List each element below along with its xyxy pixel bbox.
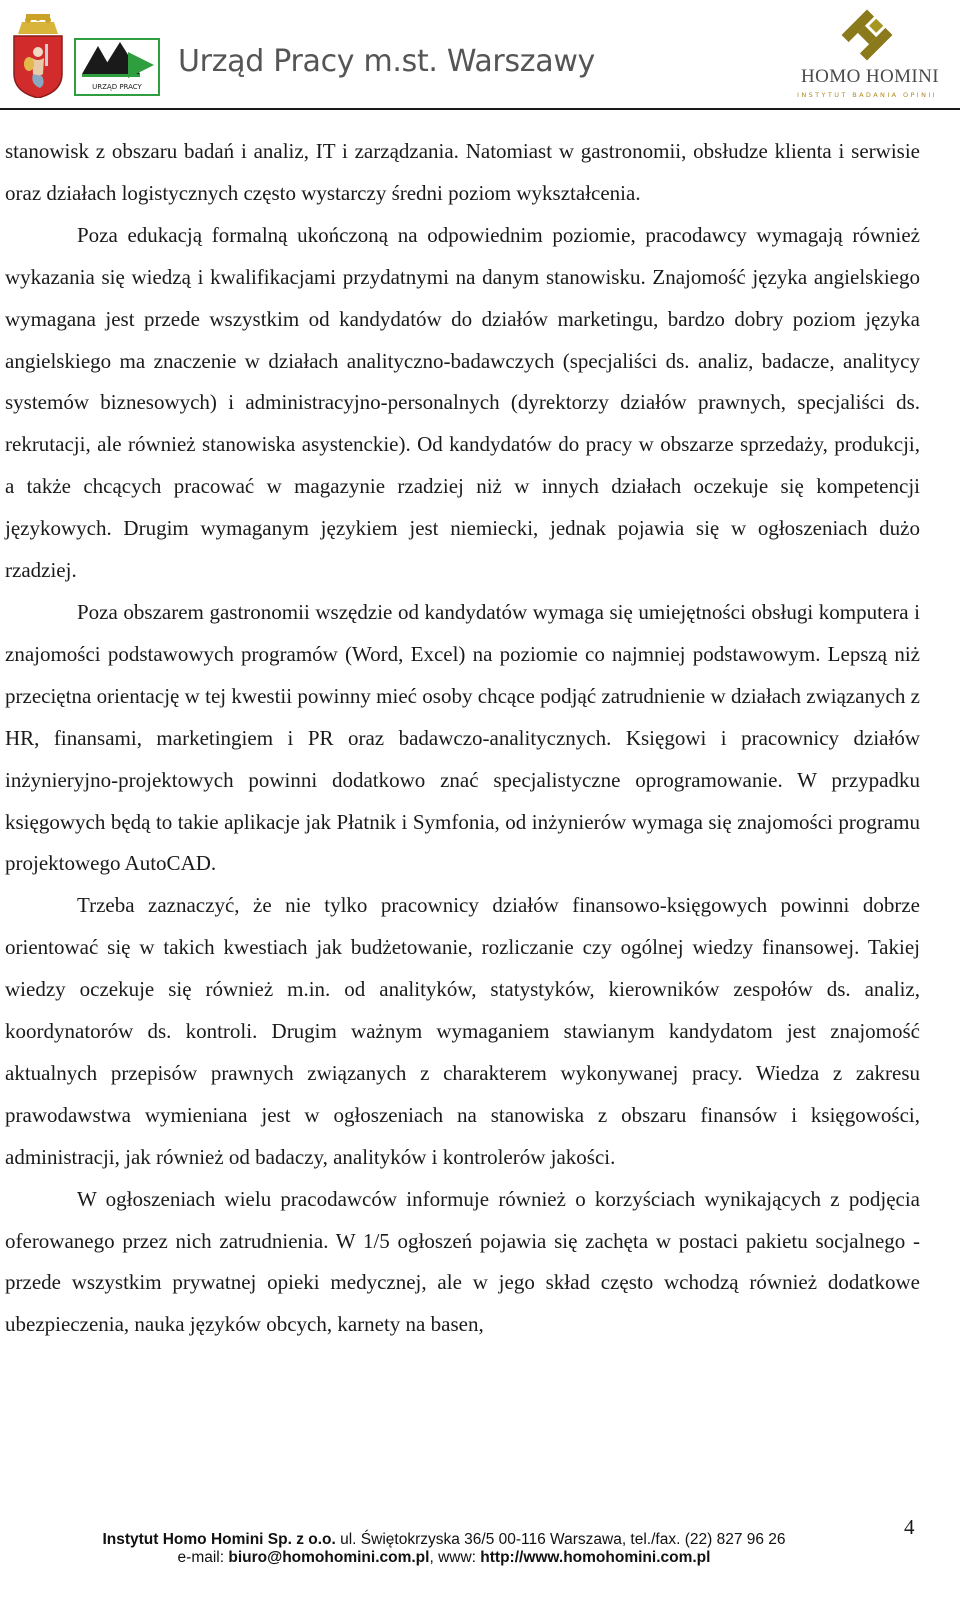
homo-homini-mark-icon — [836, 4, 898, 66]
homo-homini-name: HOMO HOMINI — [801, 66, 939, 87]
footer-contact-line — [0, 1549, 924, 1567]
paragraph: Trzeba zaznaczyć, że nie tylko pracownicy działów finansowo-księgowych powinni dobrze orientować się w takich kwestiach jak budżetowanie, rozliczanie czy ogólnej wiedzy finansowej. Takiej wiedzy oczekuje się również m.in. od analityków, statystyków, kierowników zespołów ds. analiz, koordynatorów ds. kontroli. Drugim ważnym wymaganiem stawianym kandydatom jest znajomość aktualnych przepisów prawnych związanych z charakterem wykonywanej pracy. Wiedza z zakresu prawodawstwa wymieniana jest w ogłoszeniach na stanowiska z obszaru finansów i księgowości, administracji, jak również od badaczy, analityków i kontrolerów jakości. — [5, 893, 920, 1169]
paragraph: W ogłoszeniach wielu pracodawców informuje również o korzyściach wynikających z podjęcia oferowanego przez nich zatrudnienia. W 1/5 ogłoszeń pojawia się zachęta w postaci pakietu socjalnego - przede wszystkim prywatnej opieki medycznej, ale w jego skład często wchodzą również dodatkowe ubezpieczenia, nauka języków obcych, karnety na basen, — [5, 1186, 920, 1337]
svg-text:URZĄD PRACY: URZĄD PRACY — [92, 83, 142, 91]
page-header — [0, 0, 960, 110]
footer-email-link[interactable]: biuro@homohomini.com.pl — [228, 1549, 430, 1566]
org-title: Urząd Pracy m.st. Warszawy — [178, 44, 596, 79]
footer-address-line — [0, 1531, 924, 1549]
footer-company: Instytut Homo Homini Sp. z o.o. — [102, 1531, 336, 1548]
footer-www-label: , www: — [429, 1549, 481, 1566]
warsaw-crest-icon — [12, 14, 64, 98]
page-footer — [0, 1529, 960, 1601]
paragraph: Poza edukacją formalną ukończoną na odpowiednim poziomie, pracodawcy wymagają również wykazania się wiedzą i kwalifikacjami przydatnymi na danym stanowisku. Znajomość języka angielskiego wymagana jest przede wszystkim od kandydatów do działów marketingu, bardzo dobry poziom języka angielskiego ma znaczenie w działach analityczno-badawczych (specjaliści ds. analiz, badacze, analitycy systemów biznesowych) i administracyjno-personalnych (dyrektorzy działów prawnych, specjaliści ds. rekrutacji, ale również stanowiska asystenckie). Od kandydatów do pracy w obszarze sprzedaży, produkcji, a także chcących pracować w magazynie rzadziej niż w innych działach oczekuje się kompetencji językowych. Drugim wymaganym językiem jest niemiecki, jednak pojawia się w ogłoszeniach dużo rzadziej. — [5, 222, 920, 583]
urzad-pracy-logo-icon — [74, 38, 160, 96]
homo-homini-subtitle: INSTYTUT BADANIA OPINII — [797, 91, 937, 99]
page-number: 4 — [904, 1515, 915, 1539]
footer-address: ul. Świętokrzyska 36/5 00-116 Warszawa, tel./fax. (22) 827 96 26 — [335, 1531, 786, 1548]
header-divider — [0, 108, 960, 110]
footer-website-link[interactable]: http://www.homohomini.com.pl — [480, 1549, 711, 1566]
document-body — [5, 131, 920, 1346]
paragraph: stanowisk z obszaru badań i analiz, IT i zarządzania. Natomiast w gastronomii, obsłudze klienta i serwisie oraz działach logistycznych często wystarczy średni poziom wykształcenia. — [5, 139, 920, 205]
footer-email-label: e-mail: — [177, 1549, 229, 1566]
paragraph: Poza obszarem gastronomii wszędzie od kandydatów wymaga się umiejętności obsługi komputera i znajomości podstawowych programów (Word, Excel) na poziomie co najmniej podstawowym. Lepszą niż przeciętna orientację w tej kwestii powinny mieć osoby chcące podjąć zatrudnienie w działach związanych z HR, finansami, marketingiem i PR oraz badawczo-analitycznych. Księgowi i pracownicy działów inżynieryjno-projektowych powinni dodatkowo znać specjalistyczne oprogramowanie. W przypadku księgowych będą to takie aplikacje jak Płatnik i Symfonia, od inżynierów wymaga się znajomości programu projektowego AutoCAD. — [5, 599, 920, 876]
